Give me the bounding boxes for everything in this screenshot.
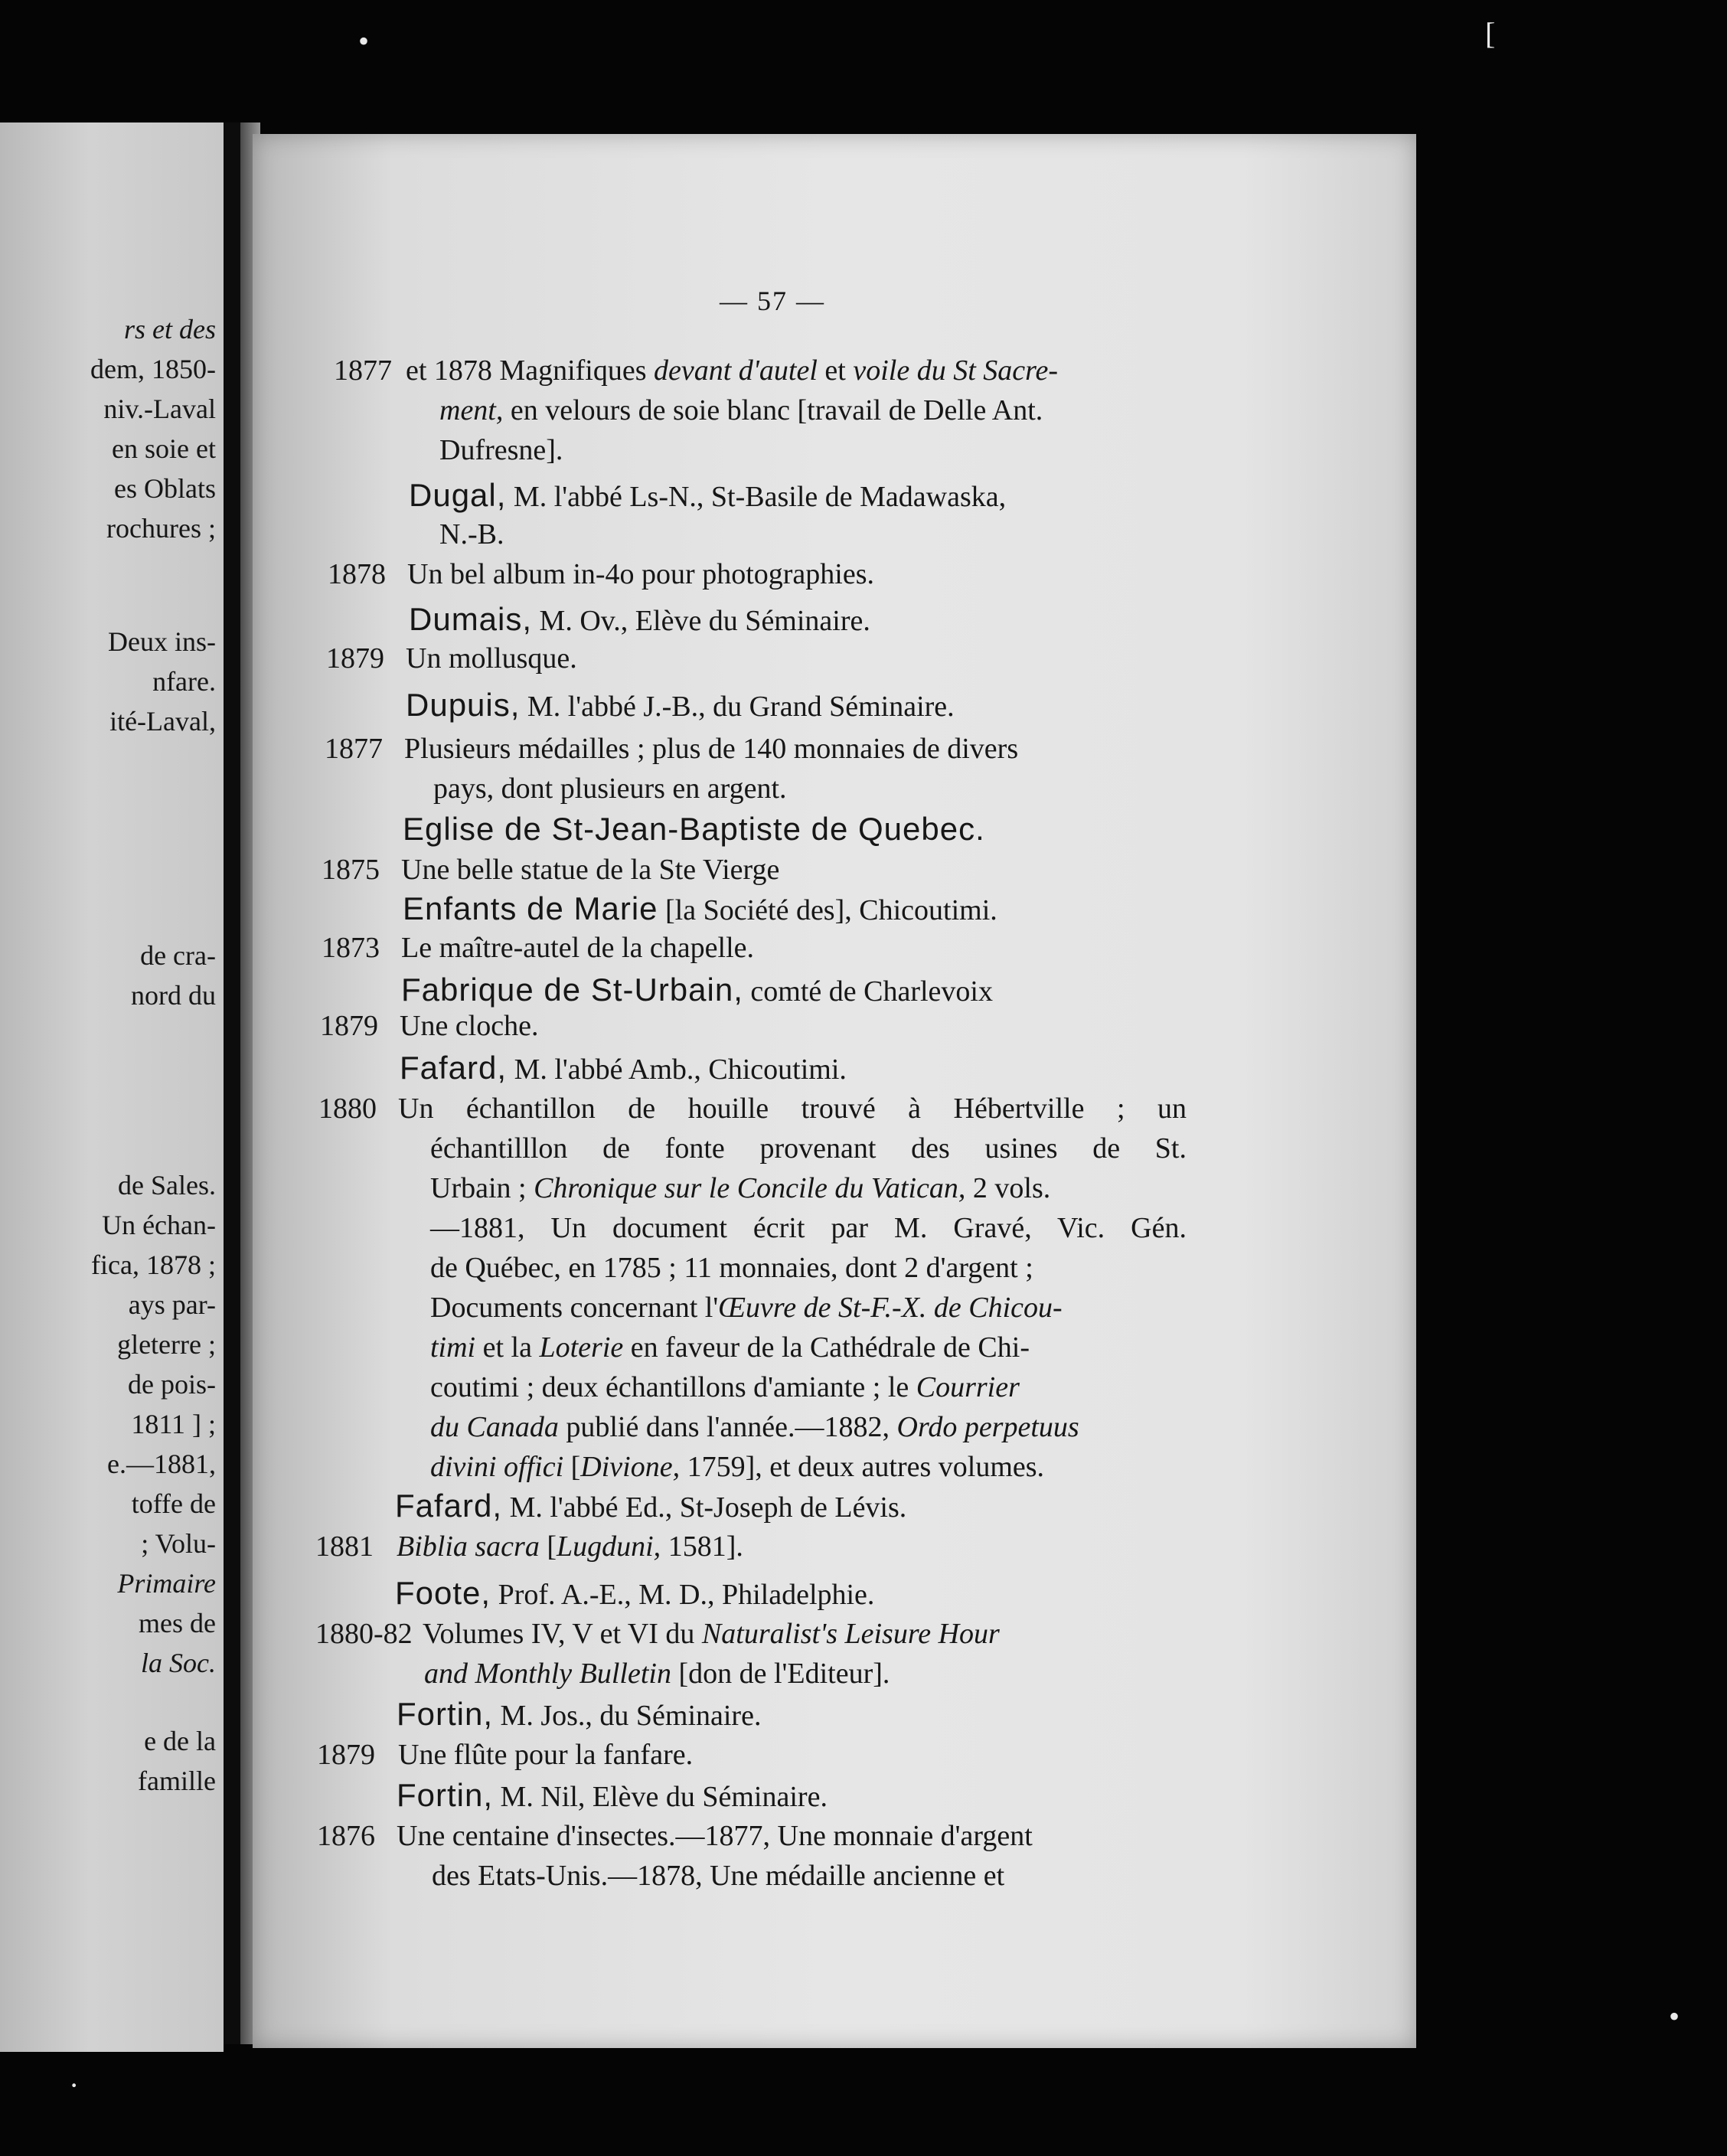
entry-line: des Etats-Unis.—1878, Une médaille ancienne et (432, 1860, 1005, 1892)
entry-line: Une centaine d'insectes.—1877, Une monnaie d'argent (397, 1820, 1033, 1852)
entry-year: 1880-82 (315, 1618, 413, 1650)
donor-heading: Fafard, M. l'abbé Amb., Chicoutimi. (400, 1050, 847, 1086)
dust-speck: • (1669, 1999, 1680, 2034)
entry-line: N.-B. (439, 518, 504, 550)
left-text-line: de pois- (128, 1369, 216, 1400)
donor-heading: Enfants de Marie [la Société des], Chicoutimi. (403, 890, 997, 926)
donor-heading: Fortin, M. Nil, Elève du Séminaire. (397, 1777, 828, 1813)
entry-line: Dufresne]. (439, 434, 563, 466)
page-number: — 57 — (720, 286, 825, 316)
entry-line: —1881, Un document écrit par M. Gravé, Vic. Gén. (430, 1212, 1187, 1244)
entry-line: Un mollusque. (406, 642, 577, 675)
entry-line: Le maître-autel de la chapelle. (401, 932, 755, 964)
left-text-line: nord du (131, 980, 216, 1011)
entry-line: Volumes IV, V et VI du Naturalist's Leisure Hour (423, 1618, 1000, 1650)
entry-line: et 1878 Magnifiques devant d'autel et voile du St Sacre- (406, 354, 1059, 387)
donor-heading: Eglise de St-Jean-Baptiste de Quebec. (403, 811, 985, 847)
entry-line: pays, dont plusieurs en argent. (433, 773, 787, 805)
donor-heading: Fortin, M. Jos., du Séminaire. (397, 1696, 762, 1732)
left-text-line: mes de (139, 1608, 216, 1638)
left-text-line: rs et des (124, 314, 216, 345)
donor-heading: Foote, Prof. A.-E., M. D., Philadelphie. (395, 1575, 875, 1611)
entry-year: 1873 (322, 932, 380, 964)
left-text-line: rochures ; (106, 513, 216, 544)
left-text-line: en soie et (112, 433, 216, 464)
donor-heading: Fabrique de St-Urbain, comté de Charlevoix (401, 972, 993, 1008)
entry-line: coutimi ; deux échantillons d'amiante ; le Courrier (430, 1371, 1020, 1403)
entry-line: Une cloche. (400, 1010, 539, 1042)
left-text-line: nfare. (152, 666, 216, 697)
entry-line: ment, en velours de soie blanc [travail de Delle Ant. (439, 394, 1043, 426)
left-text-line: dem, 1850- (90, 354, 216, 384)
left-text-line: de cra- (140, 940, 216, 971)
left-text-line: e.—1881, (107, 1449, 216, 1479)
entry-line: divini offici [Divione, 1759], et deux autres volumes. (430, 1451, 1045, 1483)
entry-line: Urbain ; Chronique sur le Concile du Vatican, 2 vols. (430, 1172, 1051, 1204)
donor-heading: Dugal, M. l'abbé Ls-N., St-Basile de Madawaska, (409, 477, 1007, 513)
entry-line: échantilllon de fonte provenant des usines de St. (430, 1132, 1187, 1165)
entry-line: timi et la Loterie en faveur de la Cathédrale de Chi- (430, 1331, 1030, 1364)
entry-line: Plusieurs médailles ; plus de 140 monnaies de divers (404, 733, 1019, 765)
entry-year: 1878 (328, 558, 386, 590)
left-text-line: ays par- (128, 1289, 216, 1320)
entry-line: Une flûte pour la fanfare. (398, 1739, 694, 1771)
entry-line: Documents concernant l'Œuvre de St-F.-X. de Chicou- (430, 1292, 1063, 1324)
left-text-line: gleterre ; (117, 1329, 216, 1360)
entry-year: 1877 (334, 354, 392, 387)
left-text-line: de Sales. (118, 1170, 216, 1200)
dust-speck: • (358, 24, 370, 58)
entry-year: 1881 (315, 1530, 374, 1563)
entry-year: 1875 (322, 854, 380, 886)
left-text-line: toffe de (131, 1488, 216, 1519)
previous-page-fragment (0, 122, 224, 2052)
entry-year: 1879 (320, 1010, 378, 1042)
left-text-line: Un échan- (102, 1210, 216, 1240)
entry-line: Un échantillon de houille trouvé à Hébertville ; un (398, 1093, 1187, 1125)
entry-line: Une belle statue de la Ste Vierge (401, 854, 780, 886)
left-text-line: la Soc. (141, 1648, 216, 1678)
left-text-line: Deux ins- (108, 626, 216, 657)
dust-speck: · (69, 2068, 80, 2102)
entry-line: du Canada publié dans l'année.—1882, Ordo perpetuus (430, 1411, 1079, 1443)
entry-line: Un bel album in-4o pour photographies. (407, 558, 875, 590)
entry-year: 1880 (318, 1093, 377, 1125)
book-spine (224, 122, 240, 2044)
left-text-line: famille (138, 1766, 216, 1796)
left-text-line: Primaire (117, 1568, 216, 1599)
left-text-line: es Oblats (114, 473, 216, 504)
entry-line: and Monthly Bulletin [don de l'Editeur]. (424, 1658, 890, 1690)
entry-year: 1879 (317, 1739, 375, 1771)
entry-line: de Québec, en 1785 ; 11 monnaies, dont 2 d'argent ; (430, 1252, 1033, 1284)
donor-heading: Dumais, M. Ov., Elève du Séminaire. (409, 601, 870, 637)
left-text-line: e de la (144, 1726, 216, 1756)
left-text-line: 1811 ] ; (131, 1409, 216, 1439)
left-text-line: ; Volu- (141, 1528, 216, 1559)
left-text-line: niv.-Laval (103, 394, 216, 424)
donor-heading: Dupuis, M. l'abbé J.-B., du Grand Séminaire. (406, 687, 955, 723)
entry-line: Biblia sacra [Lugduni, 1581]. (397, 1530, 743, 1563)
left-text-line: ité-Laval, (109, 706, 216, 737)
entry-year: 1876 (317, 1820, 375, 1852)
entry-year: 1877 (325, 733, 383, 765)
left-text-line: fica, 1878 ; (91, 1250, 216, 1280)
entry-year: 1879 (326, 642, 384, 675)
donor-heading: Fafard, M. l'abbé Ed., St-Joseph de Lévis. (395, 1488, 907, 1524)
dust-speck: [ (1485, 16, 1496, 51)
